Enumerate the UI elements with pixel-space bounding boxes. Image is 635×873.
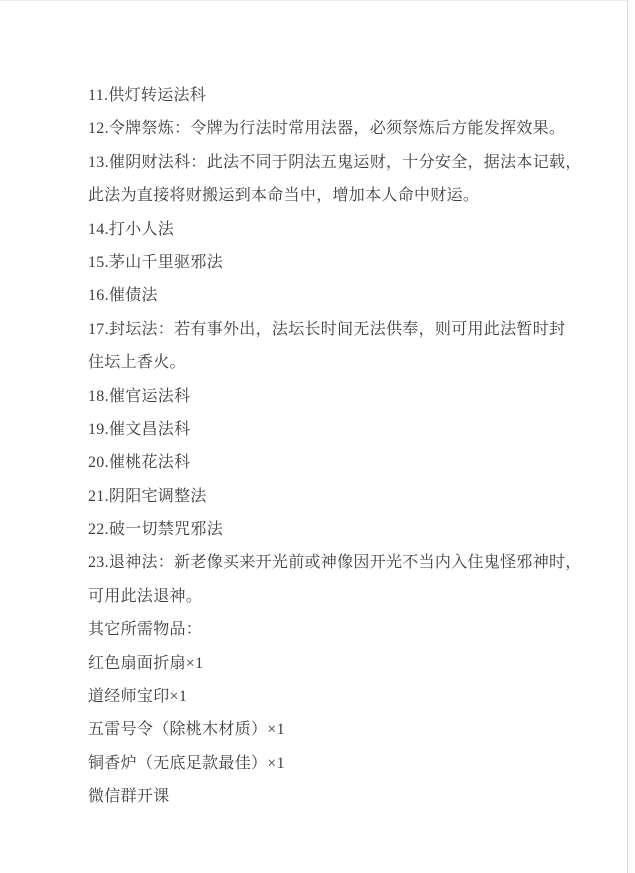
page-right-gutter (628, 0, 635, 873)
text-line: 五雷号令（除桃木材质）×1 (88, 721, 285, 739)
text-line: 15.茅山千里驱邪法 (88, 253, 224, 271)
text-line: 14.打小人法 (88, 220, 175, 238)
text-line: 住坛上香火。 (88, 354, 186, 372)
text-line: 20.催桃花法科 (88, 454, 191, 472)
text-line: 13.催阴财法科：此法不同于阴法五鬼运财，十分安全，据法本记载， (88, 153, 582, 171)
text-line: 17.封坛法：若有事外出，法坛长时间无法供奉，则可用此法暂时封 (88, 320, 566, 338)
page-top-edge (0, 0, 635, 1)
text-line: 此法为直接将财搬运到本命当中，增加本人命中财运。 (88, 187, 480, 205)
page-right-edge (627, 0, 628, 873)
text-line: 12.令牌祭炼：令牌为行法时常用法器，必须祭炼后方能发挥效果。 (88, 120, 566, 138)
text-line: 22.破一切禁咒邪法 (88, 521, 224, 539)
text-line: 19.催文昌法科 (88, 420, 191, 438)
text-line: 红色扇面折扇×1 (88, 654, 204, 672)
text-line: 16.催债法 (88, 287, 158, 305)
text-line: 铜香炉（无底足款最佳）×1 (88, 754, 285, 772)
text-line: 可用此法退神。 (88, 587, 203, 605)
text-line: 其它所需物品： (88, 621, 203, 639)
text-line: 道经师宝印×1 (88, 688, 188, 706)
text-line: 微信群开课 (88, 788, 170, 806)
text-line: 11.供灯转运法科 (88, 87, 207, 104)
text-line: 23.退神法：新老像买来开光前或神像因开光不当内入住鬼怪邪神时， (88, 554, 582, 572)
text-line: 18.催官运法科 (88, 387, 191, 405)
text-line: 21.阴阳宅调整法 (88, 487, 207, 505)
document-text-block (88, 79, 580, 814)
